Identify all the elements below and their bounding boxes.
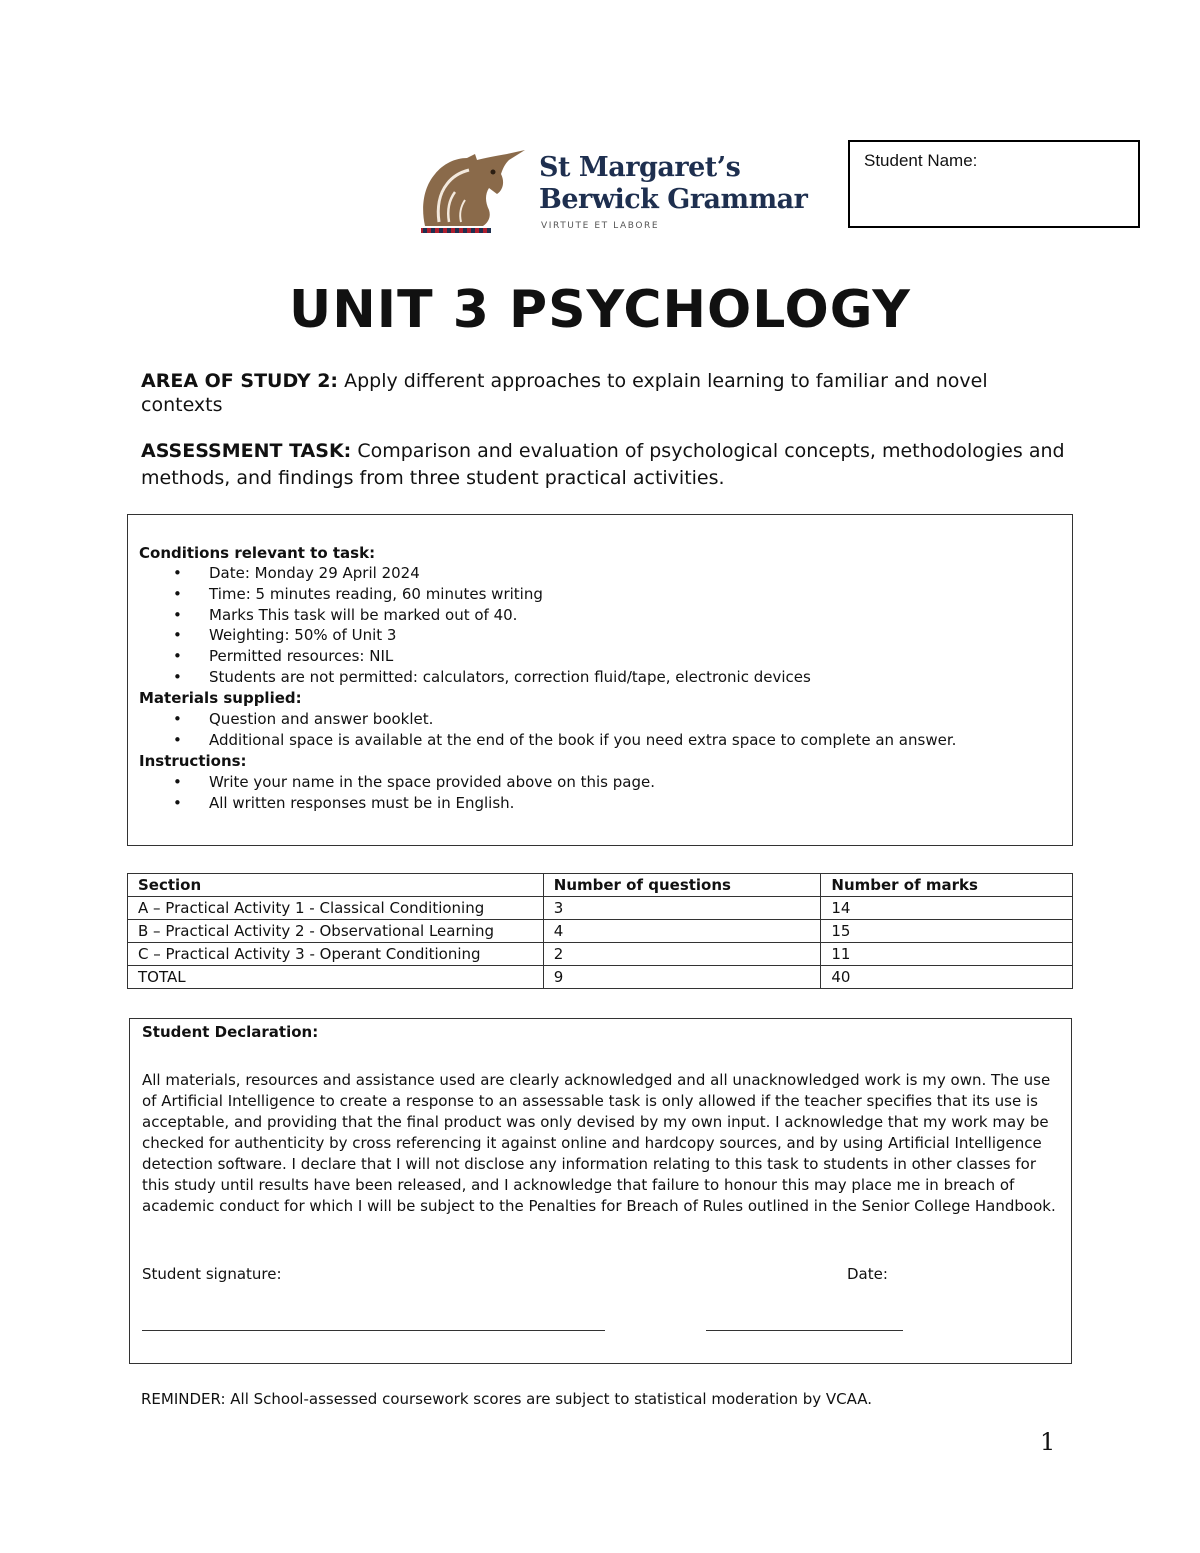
table-row xyxy=(128,966,1073,989)
logo-school-name-line2: Berwick Grammar xyxy=(539,184,808,215)
signature-label: Student signature: xyxy=(142,1265,282,1283)
table-cell: 9 xyxy=(543,966,821,989)
table-cell: 4 xyxy=(543,920,821,943)
table-cell: 15 xyxy=(821,920,1073,943)
table-cell: A – Practical Activity 1 - Classical Conditioning xyxy=(128,897,544,920)
table-row xyxy=(128,897,1073,920)
column-header-questions: Number of questions xyxy=(543,874,821,897)
column-header-marks: Number of marks xyxy=(821,874,1073,897)
table-cell: 14 xyxy=(821,897,1073,920)
declaration-body: All materials, resources and assistance used are clearly acknowledged and all unacknowledged work is my own. The use of Artificial Intelligence to create a response to an assessable task is only allowed if the teacher specifies that its use is acceptable, and providing that the final product was only devised by my own input. I acknowledge that my work may be checked for authenticity by cross referencing it against online and hardcopy sources, and by using Artificial Intelligence detection software. I declare that I will not disclose any information relating to this task to students in other classes for this study until results have been released, and I acknowledge that failure to honour this may place me in breach of academic conduct for which I will be subject to the Penalties for Breach of Rules outlined in the Senior College Handbook. xyxy=(142,1071,1056,1215)
declaration-title: Student Declaration: xyxy=(142,1023,319,1041)
student-name-label: Student Name: xyxy=(864,151,978,170)
instructions-heading: Instructions: xyxy=(139,752,247,770)
conditions-list xyxy=(128,563,811,688)
assessment-task-label: ASSESSMENT TASK: xyxy=(141,440,352,462)
list-item: • All written responses must be in English. xyxy=(128,793,655,814)
list-item: • Write your name in the space provided above on this page. xyxy=(128,772,655,793)
list-item: • Permitted resources: NIL xyxy=(128,646,811,667)
list-item: • Additional space is available at the end of the book if you need extra space to complete an answer. xyxy=(128,730,956,751)
reminder-text: REMINDER: All School-assessed coursework scores are subject to statistical moderation by VCAA. xyxy=(141,1390,873,1408)
list-item: • Marks This task will be marked out of 40. xyxy=(128,605,811,626)
conditions-heading: Conditions relevant to task: xyxy=(139,544,376,562)
table-cell: TOTAL xyxy=(128,966,544,989)
logo-motto: VIRTUTE ET LABORE xyxy=(541,221,660,231)
school-logo xyxy=(415,148,808,238)
table-cell: C – Practical Activity 3 - Operant Conditioning xyxy=(128,943,544,966)
declaration-box xyxy=(129,1018,1072,1364)
page-title: UNIT 3 PSYCHOLOGY xyxy=(289,280,911,340)
area-of-study-label: AREA OF STUDY 2: xyxy=(141,370,339,392)
logo-school-name-line1: St Margaret’s xyxy=(539,152,741,183)
table-row xyxy=(128,920,1073,943)
table-header-row xyxy=(128,874,1073,897)
table-cell: 11 xyxy=(821,943,1073,966)
materials-list xyxy=(128,709,956,751)
column-header-section: Section xyxy=(128,874,544,897)
table-cell: 40 xyxy=(821,966,1073,989)
date-line[interactable] xyxy=(706,1330,903,1331)
date-label: Date: xyxy=(847,1265,888,1283)
list-item: • Weighting: 50% of Unit 3 xyxy=(128,625,811,646)
area-of-study-text: Apply different approaches to explain learning to familiar and novel contexts xyxy=(141,370,988,416)
materials-heading: Materials supplied: xyxy=(139,689,302,707)
signature-line[interactable] xyxy=(142,1330,605,1331)
table-cell: B – Practical Activity 2 - Observational Learning xyxy=(128,920,544,943)
page-number: 1 xyxy=(1040,1428,1056,1456)
table-row xyxy=(128,943,1073,966)
conditions-box xyxy=(127,514,1073,846)
list-item: • Students are not permitted: calculators, correction fluid/tape, electronic devices xyxy=(128,667,811,688)
table-cell: 3 xyxy=(543,897,821,920)
instructions-list xyxy=(128,772,655,814)
list-item: • Date: Monday 29 April 2024 xyxy=(128,563,811,584)
student-name-box[interactable] xyxy=(848,140,1140,228)
unicorn-crest-icon xyxy=(415,148,533,238)
table-cell: 2 xyxy=(543,943,821,966)
assessment-task xyxy=(141,438,1071,492)
marks-table xyxy=(127,873,1073,989)
list-item: • Question and answer booklet. xyxy=(128,709,956,730)
list-item: • Time: 5 minutes reading, 60 minutes writing xyxy=(128,584,811,605)
area-of-study xyxy=(141,369,1071,417)
assessment-task-text: Comparison and evaluation of psychological concepts, methodologies and methods, and findings from three student practical activities. xyxy=(141,440,1065,489)
